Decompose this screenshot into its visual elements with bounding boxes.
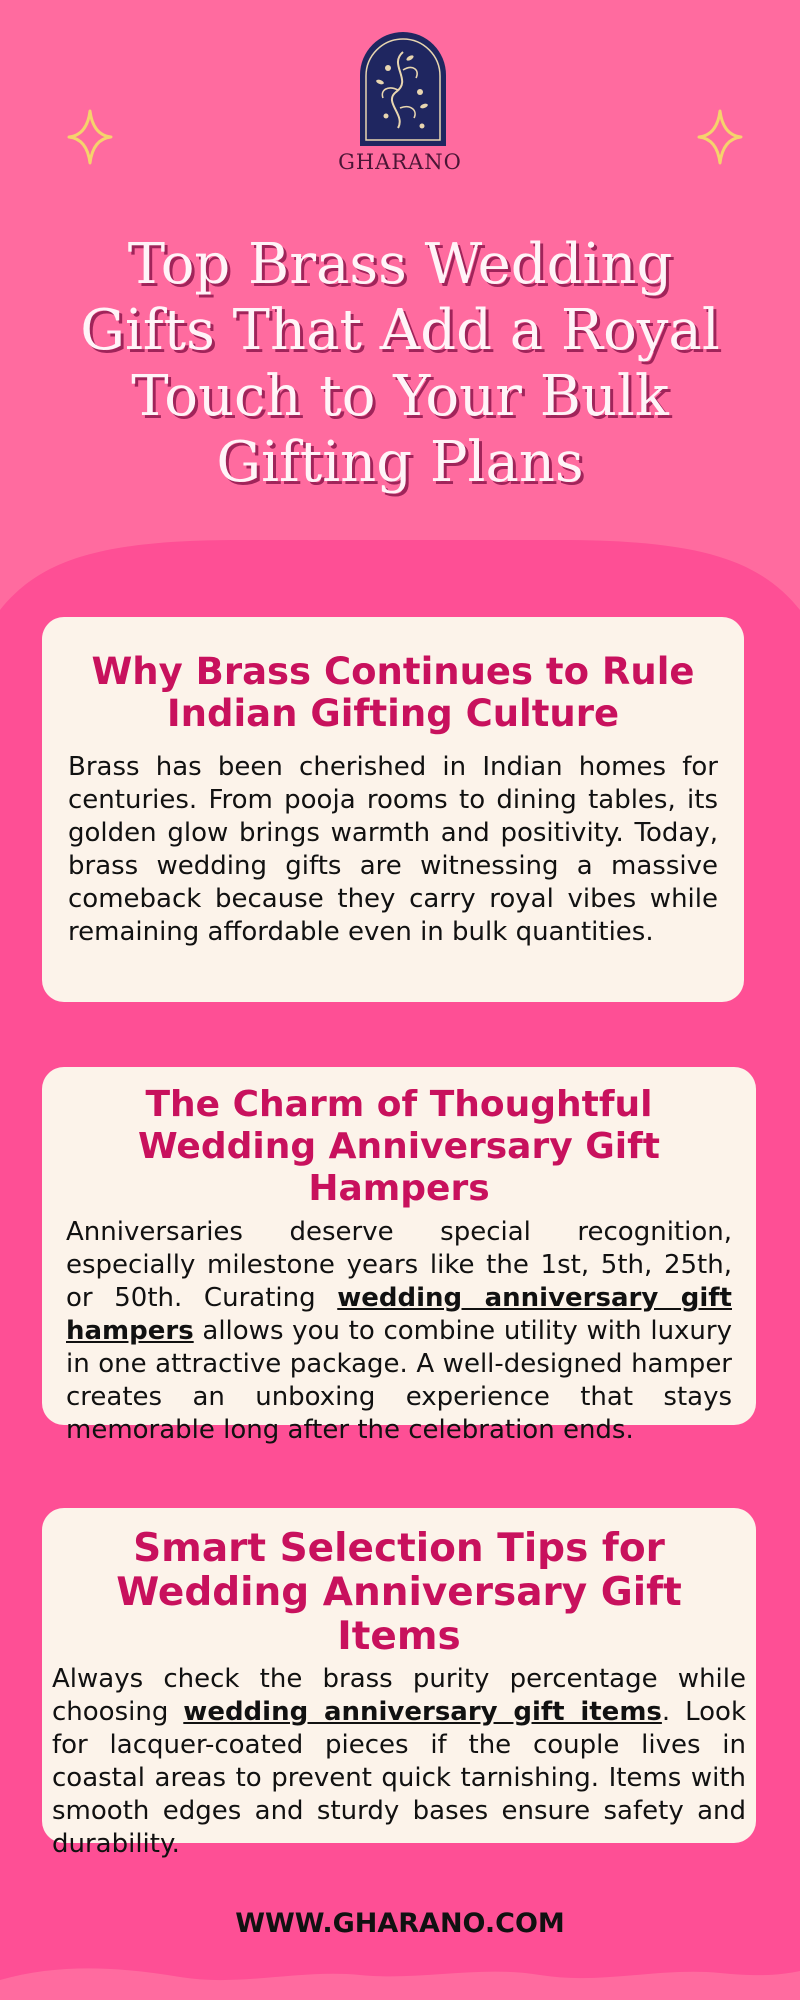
section-body [52,1663,746,1861]
wedding-anniversary-gift-hampers-link[interactable]: wedding anniversary gift hampers [66,1283,732,1346]
section-card [42,1067,756,1445]
section-body [66,1216,732,1447]
bottom-wave [0,1945,800,2000]
wedding-anniversary-gift-items-link[interactable]: wedding anniversary gift items [183,1697,662,1727]
section-heading: Smart Selection Tips for Wedding Anniversary Gift Items [116,1526,682,1659]
body-text: Anniversaries deserve special recognition, especially milestone years like the 1st, 5th, 25th, or 50th. Curating [66,1217,732,1313]
page-title: Top Brass Wedding Gifts That Add a Royal Touch to Your Bulk Gifting Plans [80,232,720,495]
body-text: Always check the brass purity percentage while choosing [52,1664,746,1727]
section-card [42,617,744,1002]
section-body: Brass has been cherished in Indian homes for centuries. From pooja rooms to dining tables, its golden glow brings warmth and positivity. Today, brass wedding gifts are witnessing a massive comeback because they carry royal vibes while remaining affordable even in bulk quantities. [68,752,718,947]
body-text: allows you to combine utility with luxury in one attractive package. A well-designed hamper creates an unboxing experience that stays memorable long after the celebration ends. [66,1316,732,1445]
brand-name: GHARANO [338,150,462,174]
section-heading: The Charm of Thoughtful Wedding Anniversary Gift Hampers [138,1084,660,1209]
section-heading: Why Brass Continues to Rule Indian Gifting Culture [91,650,695,735]
section-card [42,1508,756,1859]
gharano-logo [358,30,448,146]
website-url: WWW.GHARANO.COM [235,1908,565,1939]
body-text: . Look for lacquer-coated pieces if the couple lives in coastal areas to prevent quick tarnishing. Items with smooth edges and sturdy bases ensure safety and durability. [52,1697,747,1859]
